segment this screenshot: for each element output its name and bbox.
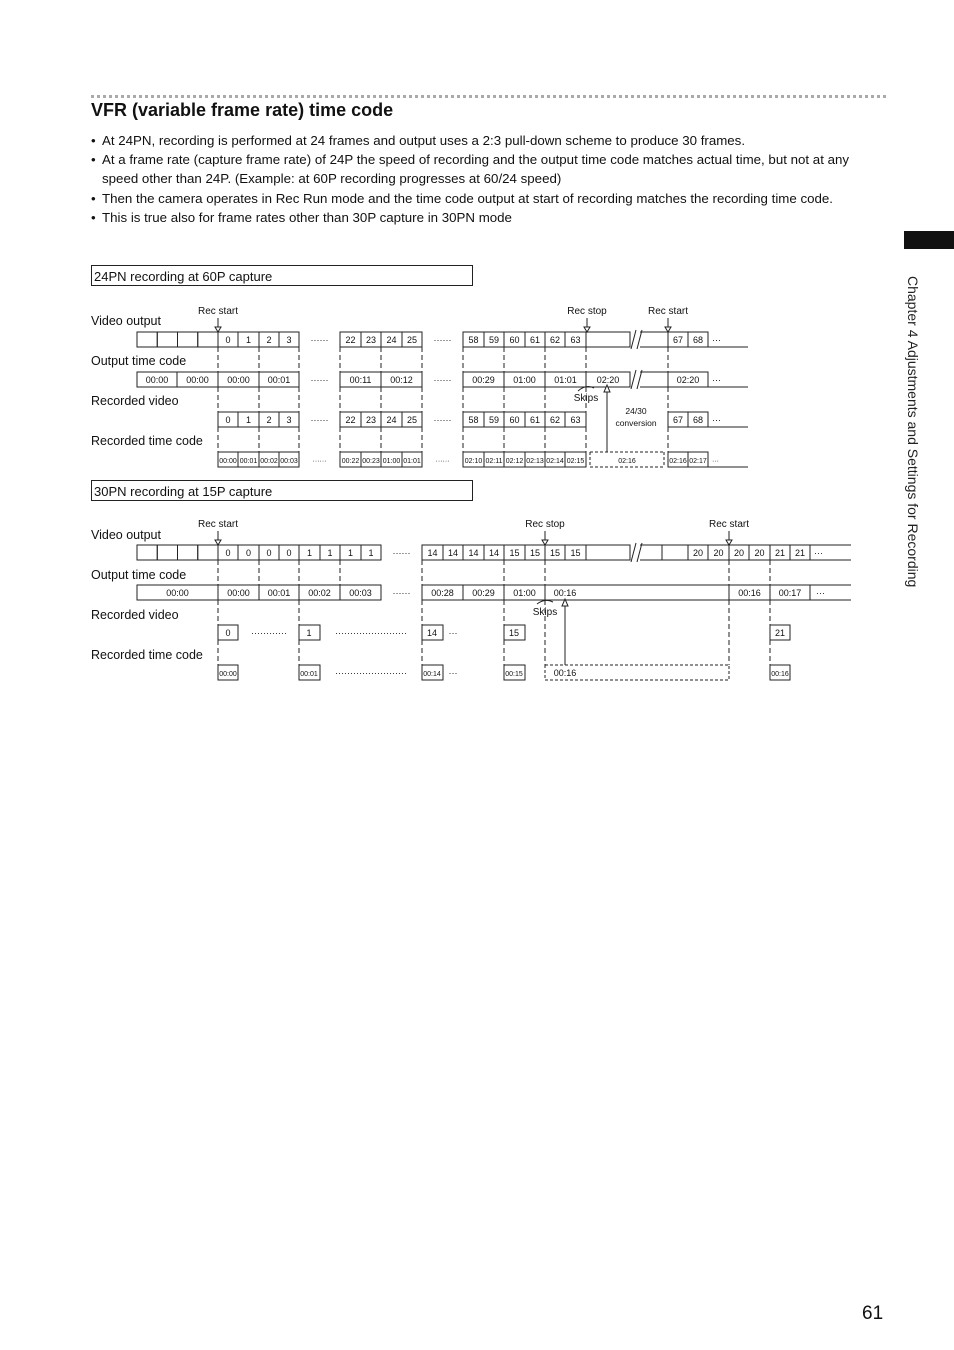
conversion-label: conversion bbox=[615, 418, 657, 428]
recorded-video-cell: 24 bbox=[386, 415, 397, 425]
down-arrow-icon bbox=[215, 327, 221, 332]
video-output-cell: 1 bbox=[347, 548, 354, 558]
video-output-cell: 62 bbox=[549, 335, 561, 345]
recorded-tc-cell: 02:16 bbox=[618, 458, 636, 465]
video-output-cell: 0 bbox=[286, 548, 292, 558]
output-tc-cell: 00:01 bbox=[267, 588, 291, 598]
video-output-cell: 21 bbox=[774, 548, 786, 558]
rec-marker-label: Rec start bbox=[647, 306, 689, 317]
empty-cell bbox=[586, 332, 630, 347]
video-output-ellipsis: ······ bbox=[433, 335, 452, 345]
output-tc-cell: 00:00 bbox=[227, 588, 250, 598]
output-tc-cell: 00:00 bbox=[186, 375, 209, 385]
chapter-tab-marker bbox=[904, 231, 954, 249]
recorded-video-ellipsis: ··· bbox=[448, 628, 458, 638]
recorded-tc-cell: 02:14 bbox=[546, 458, 564, 465]
recorded-tc-cell: 02:15 bbox=[566, 458, 585, 465]
recorded-tc-ellipsis: ························ bbox=[335, 668, 407, 678]
output-tc-ellipsis: ··· bbox=[816, 588, 825, 598]
recorded-video-cell: 15 bbox=[508, 628, 520, 638]
recorded-tc-cell: 00:03 bbox=[280, 458, 298, 465]
recorded-tc-cell: 01:00 bbox=[382, 458, 401, 465]
diagram-24pn-60p bbox=[0, 300, 954, 470]
down-arrow-icon bbox=[215, 540, 221, 545]
recorded-video-cell: 2 bbox=[266, 415, 272, 425]
up-arrow-icon bbox=[604, 385, 610, 392]
video-output-cell: 68 bbox=[692, 335, 704, 345]
output-tc-cell: 02:20 bbox=[596, 375, 620, 385]
video-output-cell: 14 bbox=[427, 548, 438, 558]
skips-label: Skips bbox=[573, 393, 599, 404]
chapter-side-label: Chapter 4 Adjustments and Settings for Recording bbox=[905, 276, 921, 588]
empty-cell bbox=[157, 545, 177, 560]
recorded-video-cell: 3 bbox=[286, 415, 292, 425]
recorded-tc-cell: 01:01 bbox=[403, 458, 421, 465]
recorded-tc-cell: 00:15 bbox=[505, 671, 523, 678]
video-output-cell: 20 bbox=[754, 548, 765, 558]
video-output-cell: 23 bbox=[365, 335, 377, 345]
recorded-tc-cell: 00:00 bbox=[219, 671, 237, 678]
output-tc-cell: 00:17 bbox=[778, 588, 802, 598]
output-tc-cell: 00:03 bbox=[349, 588, 372, 598]
down-arrow-icon bbox=[665, 327, 671, 332]
recorded-video-ellipsis: ························ bbox=[335, 628, 407, 638]
video-output-cell: 1 bbox=[306, 548, 313, 558]
video-output-cell: 63 bbox=[570, 335, 581, 345]
video-output-cell: 60 bbox=[509, 335, 520, 345]
recorded-tc-cell: 00:22 bbox=[341, 458, 360, 465]
recorded-video-cell: 59 bbox=[488, 415, 500, 425]
recorded-video-cell: 61 bbox=[529, 415, 541, 425]
video-output-cell: 14 bbox=[468, 548, 479, 558]
output-tc-cell: 01:01 bbox=[554, 375, 577, 385]
recorded-tc-cell: 02:17 bbox=[689, 458, 707, 465]
recorded-video-cell: 0 bbox=[225, 628, 231, 638]
empty-cell bbox=[178, 545, 198, 560]
video-output-cell: 15 bbox=[549, 548, 561, 558]
video-output-cell: 1 bbox=[327, 548, 333, 558]
video-output-ellipsis: ······ bbox=[392, 548, 411, 558]
output-tc-cell: 00:02 bbox=[308, 588, 331, 598]
video-output-cell: 14 bbox=[447, 548, 459, 558]
recorded-tc-ellipsis: ··· bbox=[712, 458, 719, 465]
empty-cell bbox=[198, 332, 218, 347]
recorded-video-cell: 14 bbox=[426, 628, 438, 638]
skips-label: Skips bbox=[532, 607, 558, 618]
recorded-tc-cell: 02:16 bbox=[669, 458, 687, 465]
output-tc-ellipsis: ······ bbox=[392, 588, 411, 598]
recorded-video-cell: 67 bbox=[672, 415, 684, 425]
down-arrow-icon bbox=[726, 540, 732, 545]
row-label: Recorded video bbox=[91, 608, 179, 622]
video-output-cell: 1 bbox=[368, 548, 374, 558]
dotted-rule bbox=[91, 95, 886, 98]
bullet-item: • This is true also for frame rates other than 30P capture in 30PN mode bbox=[91, 208, 886, 227]
video-output-ellipsis: ······ bbox=[310, 335, 329, 345]
recorded-video-cell: 23 bbox=[365, 415, 377, 425]
recorded-tc-ellipsis: ······ bbox=[312, 458, 327, 465]
video-output-cell: 20 bbox=[713, 548, 724, 558]
bullet-list bbox=[91, 131, 886, 227]
recorded-video-ellipsis: ··· bbox=[712, 415, 721, 425]
rec-marker-label: Rec start bbox=[197, 519, 239, 530]
recorded-tc-ellipsis: ······ bbox=[435, 458, 450, 465]
break-mark-icon bbox=[631, 370, 636, 389]
output-tc-cell: 00:00 bbox=[227, 375, 250, 385]
video-output-cell: 67 bbox=[672, 335, 684, 345]
break-mark-icon bbox=[637, 370, 642, 389]
video-output-cell: 0 bbox=[225, 335, 231, 345]
down-arrow-icon bbox=[584, 327, 590, 332]
break-mark-icon bbox=[637, 330, 642, 349]
recorded-tc-cell: 00:14 bbox=[423, 671, 441, 678]
recorded-tc-cell: 00:16 bbox=[771, 671, 789, 678]
row-label: Video output bbox=[91, 314, 161, 328]
recorded-tc-cell: 00:02 bbox=[260, 458, 278, 465]
recorded-video-cell: 25 bbox=[406, 415, 418, 425]
diagram2-heading: 30PN recording at 15P capture bbox=[91, 480, 473, 501]
bullet-item: • At a frame rate (capture frame rate) of 24P the speed of recording and the output time code matches actual time, but not at any speed other than 24P. (Example: at 60P recording progresses at 60/24 speed) bbox=[91, 150, 886, 188]
empty-cell bbox=[137, 545, 157, 560]
down-arrow-icon bbox=[542, 540, 548, 545]
video-output-cell: 14 bbox=[488, 548, 500, 558]
empty-cell bbox=[157, 332, 177, 347]
video-output-cell: 20 bbox=[733, 548, 745, 558]
recorded-tc-cell: 02:10 bbox=[464, 458, 483, 465]
output-tc-cell: 00:29 bbox=[472, 588, 495, 598]
output-tc-cell: 00:16 bbox=[553, 588, 577, 598]
row-label: Recorded video bbox=[91, 394, 179, 408]
video-output-ellipsis: ··· bbox=[814, 548, 823, 558]
conversion-label: 24/30 bbox=[625, 406, 647, 416]
rec-marker-label: Rec start bbox=[197, 306, 239, 317]
output-tc-cell: 00:00 bbox=[166, 588, 189, 598]
recorded-tc-cell: 02:12 bbox=[505, 458, 524, 465]
output-tc-cell: 00:12 bbox=[390, 375, 413, 385]
recorded-video-ellipsis: ······ bbox=[310, 415, 329, 425]
output-tc-cell: 00:16 bbox=[738, 588, 761, 598]
video-output-cell: 20 bbox=[692, 548, 704, 558]
break-mark-icon bbox=[637, 543, 642, 562]
recorded-tc-cell: 00:23 bbox=[362, 458, 380, 465]
break-mark-icon bbox=[631, 543, 636, 562]
recorded-video-ellipsis: ············ bbox=[251, 628, 287, 638]
output-tc-cell: 00:29 bbox=[472, 375, 495, 385]
video-output-cell: 24 bbox=[386, 335, 397, 345]
recorded-video-cell: 68 bbox=[692, 415, 704, 425]
row-label: Recorded time code bbox=[91, 434, 203, 448]
row-label: Video output bbox=[91, 528, 161, 542]
row-label: Recorded time code bbox=[91, 648, 203, 662]
output-tc-cell: 01:00 bbox=[513, 375, 536, 385]
video-output-ellipsis: ··· bbox=[712, 335, 721, 345]
section-title: VFR (variable frame rate) time code bbox=[91, 100, 394, 120]
empty-cell bbox=[137, 332, 157, 347]
empty-cell bbox=[586, 545, 630, 560]
recorded-tc-cell: 02:11 bbox=[485, 458, 503, 465]
diagram-30pn-15p bbox=[0, 514, 954, 684]
recorded-tc-cell: 00:16 bbox=[553, 668, 577, 678]
output-tc-ellipsis: ······ bbox=[433, 375, 452, 385]
video-output-cell: 15 bbox=[529, 548, 541, 558]
row-label: Output time code bbox=[91, 354, 187, 368]
rec-marker-label: Rec stop bbox=[567, 306, 607, 317]
output-tc-cell: 01:00 bbox=[513, 588, 536, 598]
recorded-video-cell: 0 bbox=[225, 415, 231, 425]
video-output-cell: 21 bbox=[794, 548, 806, 558]
rec-marker-label: Rec stop bbox=[525, 519, 565, 530]
recorded-tc-ellipsis: ··· bbox=[448, 668, 458, 678]
video-output-cell: 25 bbox=[406, 335, 418, 345]
recorded-video-cell: 63 bbox=[570, 415, 581, 425]
empty-cell bbox=[198, 545, 218, 560]
video-output-cell: 58 bbox=[468, 335, 479, 345]
empty-cell bbox=[178, 332, 198, 347]
break-mark-icon bbox=[631, 330, 636, 349]
recorded-tc-cell: 00:00 bbox=[219, 458, 237, 465]
video-output-cell: 15 bbox=[509, 548, 520, 558]
output-tc-cell: 00:11 bbox=[349, 375, 372, 385]
page-number: 61 bbox=[862, 1303, 884, 1324]
output-tc-cell: 02:20 bbox=[676, 375, 700, 385]
video-output-cell: 0 bbox=[266, 548, 272, 558]
recorded-video-cell: 1 bbox=[306, 628, 312, 638]
video-output-cell: 0 bbox=[245, 548, 252, 558]
output-tc-cell: 00:28 bbox=[431, 588, 454, 598]
bullet-item: • At 24PN, recording is performed at 24 frames and output uses a 2:3 pull-down scheme to produce 30 frames. bbox=[91, 131, 886, 150]
row-label: Output time code bbox=[91, 568, 187, 582]
recorded-video-ellipsis: ······ bbox=[433, 415, 452, 425]
output-tc-ellipsis: ··· bbox=[712, 375, 721, 385]
recorded-tc-cell: 00:01 bbox=[239, 458, 258, 465]
video-output-cell: 0 bbox=[225, 548, 231, 558]
recorded-video-cell: 58 bbox=[468, 415, 479, 425]
output-tc-cell: 00:00 bbox=[145, 375, 169, 385]
diagram1-heading: 24PN recording at 60P capture bbox=[91, 265, 473, 286]
video-output-cell: 59 bbox=[488, 335, 500, 345]
rec-marker-label: Rec start bbox=[708, 519, 750, 530]
video-output-cell: 2 bbox=[266, 335, 272, 345]
video-output-cell: 22 bbox=[345, 335, 356, 345]
video-output-cell: 15 bbox=[570, 548, 581, 558]
recorded-tc-cell: 02:13 bbox=[526, 458, 544, 465]
video-output-cell: 3 bbox=[286, 335, 292, 345]
recorded-video-cell: 60 bbox=[509, 415, 520, 425]
video-output-cell: 61 bbox=[529, 335, 541, 345]
recorded-tc-cell: 00:01 bbox=[300, 671, 318, 678]
recorded-video-cell: 62 bbox=[549, 415, 561, 425]
video-output-cell: 1 bbox=[245, 335, 252, 345]
bullet-item: • Then the camera operates in Rec Run mode and the time code output at start of recording matches the recording time code. bbox=[91, 189, 886, 208]
recorded-video-cell: 22 bbox=[345, 415, 356, 425]
recorded-video-cell: 1 bbox=[245, 415, 252, 425]
output-tc-ellipsis: ······ bbox=[310, 375, 329, 385]
recorded-video-cell: 21 bbox=[774, 628, 786, 638]
output-tc-cell: 00:01 bbox=[267, 375, 291, 385]
